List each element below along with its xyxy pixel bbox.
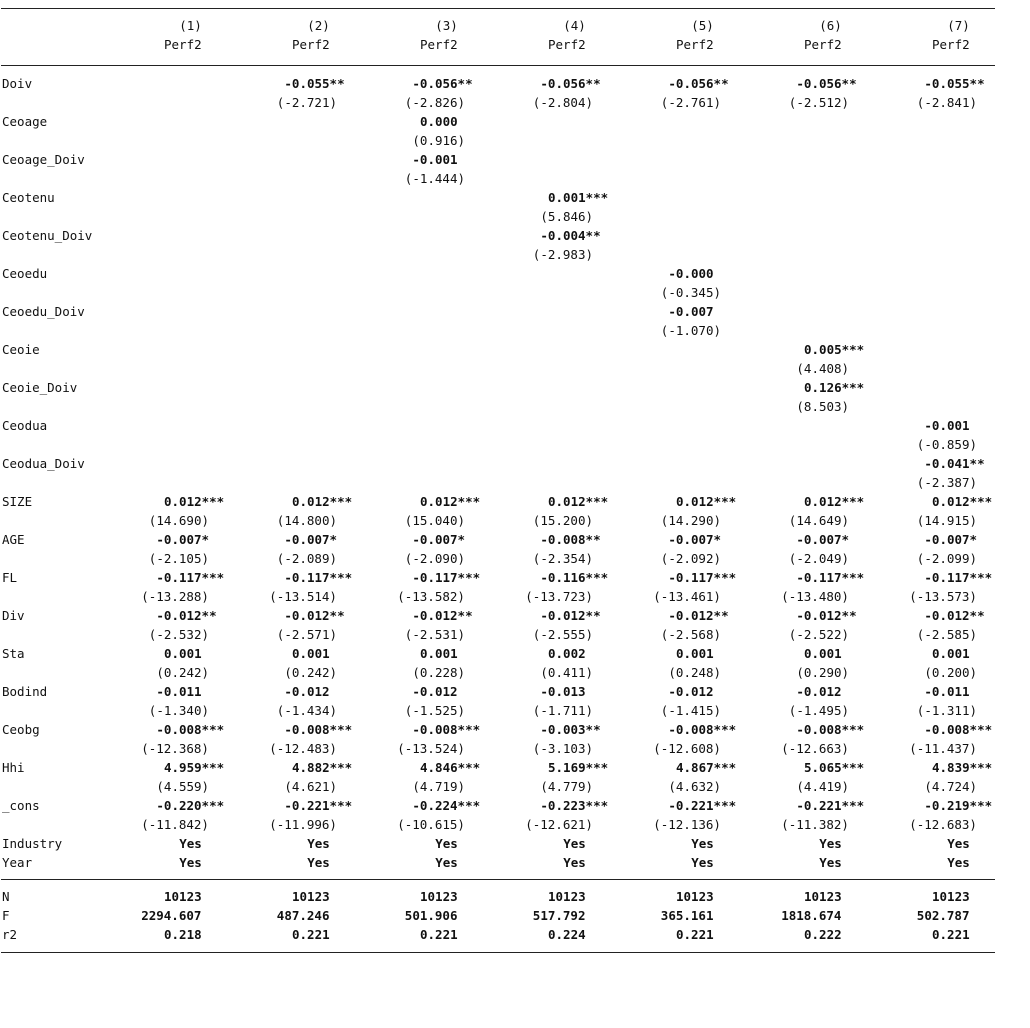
- coefficient: -0.000: [668, 266, 714, 281]
- coefficient: -0.007*: [284, 532, 338, 547]
- stat-value: 0.221: [932, 927, 970, 942]
- coefficient: -0.041**: [924, 456, 985, 471]
- stat-value: 10123: [420, 889, 458, 904]
- coefficient: -0.011: [924, 684, 970, 699]
- stat-value: 2294.607: [141, 908, 202, 923]
- t-statistic: (-2.983): [532, 247, 594, 262]
- t-statistic: (14.290): [660, 513, 722, 528]
- stat-value: 0.221: [420, 927, 458, 942]
- bottom-rule: [1, 952, 995, 953]
- t-statistic: (-11.996): [269, 817, 337, 832]
- stat-value: 10123: [804, 889, 842, 904]
- t-statistic: (-13.723): [525, 589, 593, 604]
- coefficient: -0.012**: [412, 608, 473, 623]
- t-statistic: (-10.615): [397, 817, 465, 832]
- row-label: Ceoie: [2, 342, 40, 357]
- column-number: (2): [307, 18, 330, 33]
- coefficient: -0.013: [540, 684, 586, 699]
- t-statistic: (8.503): [796, 399, 850, 414]
- coefficient: -0.012**: [284, 608, 345, 623]
- t-statistic: (14.800): [276, 513, 338, 528]
- column-depvar: Perf2: [292, 37, 330, 52]
- coefficient: -0.008***: [668, 722, 737, 737]
- coefficient: 4.959***: [164, 760, 225, 775]
- coefficient: 0.001***: [548, 190, 609, 205]
- row-label: Ceoie_Doiv: [2, 380, 78, 395]
- t-statistic: (-1.444): [404, 171, 466, 186]
- stats-rule: [1, 879, 995, 880]
- row-label: Hhi: [2, 760, 25, 775]
- coefficient: 4.846***: [420, 760, 481, 775]
- row-label: Sta: [2, 646, 25, 661]
- t-statistic: (-2.512): [788, 95, 850, 110]
- row-label: Bodind: [2, 684, 48, 699]
- stat-value: 0.221: [676, 927, 714, 942]
- coefficient: -0.008***: [156, 722, 225, 737]
- t-statistic: (-13.480): [781, 589, 849, 604]
- t-statistic: (-2.522): [788, 627, 850, 642]
- t-statistic: (-2.354): [532, 551, 594, 566]
- t-statistic: (-12.683): [909, 817, 977, 832]
- stat-value: 365.161: [660, 908, 714, 923]
- t-statistic: (-2.531): [404, 627, 466, 642]
- t-statistic: (4.779): [540, 779, 594, 794]
- t-statistic: (-13.582): [397, 589, 465, 604]
- coefficient: -0.117***: [284, 570, 353, 585]
- coefficient: -0.011: [156, 684, 202, 699]
- t-statistic: (4.559): [156, 779, 210, 794]
- t-statistic: (-2.585): [916, 627, 978, 642]
- coefficient: -0.012: [796, 684, 842, 699]
- stat-value: 10123: [548, 889, 586, 904]
- coefficient: 0.012***: [932, 494, 993, 509]
- column-number: (1): [179, 18, 202, 33]
- t-statistic: (-1.525): [404, 703, 466, 718]
- control-value: Yes: [307, 855, 330, 870]
- row-label: AGE: [2, 532, 25, 547]
- t-statistic: (-2.571): [276, 627, 338, 642]
- coefficient: 0.002: [548, 646, 586, 661]
- stat-label: F: [2, 908, 10, 923]
- control-value: Yes: [307, 836, 330, 851]
- coefficient: 0.001: [292, 646, 330, 661]
- stat-value: 1818.674: [781, 908, 842, 923]
- row-label: FL: [2, 570, 18, 585]
- column-depvar: Perf2: [548, 37, 586, 52]
- coefficient: -0.224***: [412, 798, 481, 813]
- control-value: Yes: [947, 855, 970, 870]
- t-statistic: (-1.434): [276, 703, 338, 718]
- t-statistic: (15.200): [532, 513, 594, 528]
- stat-value: 502.787: [916, 908, 970, 923]
- row-label: SIZE: [2, 494, 33, 509]
- stat-value: 10123: [676, 889, 714, 904]
- row-label: Ceodua_Doiv: [2, 456, 85, 471]
- column-depvar: Perf2: [676, 37, 714, 52]
- t-statistic: (-1.415): [660, 703, 722, 718]
- coefficient: -0.117***: [796, 570, 865, 585]
- t-statistic: (4.719): [412, 779, 466, 794]
- stat-value: 0.224: [548, 927, 586, 942]
- column-depvar: Perf2: [164, 37, 202, 52]
- coefficient: -0.223***: [540, 798, 609, 813]
- stat-value: 10123: [932, 889, 970, 904]
- coefficient: -0.012: [412, 684, 458, 699]
- control-value: Yes: [563, 855, 586, 870]
- t-statistic: (-1.711): [532, 703, 594, 718]
- coefficient: -0.117***: [924, 570, 993, 585]
- coefficient: 5.065***: [804, 760, 865, 775]
- control-label: Industry: [2, 836, 63, 851]
- coefficient: 0.126***: [804, 380, 865, 395]
- coefficient: -0.001: [924, 418, 970, 433]
- control-value: Yes: [435, 855, 458, 870]
- row-label: Ceodua: [2, 418, 48, 433]
- control-value: Yes: [179, 836, 202, 851]
- coefficient: -0.003**: [540, 722, 601, 737]
- coefficient: -0.219***: [924, 798, 993, 813]
- column-depvar: Perf2: [932, 37, 970, 52]
- column-depvar: Perf2: [804, 37, 842, 52]
- coefficient: -0.117***: [668, 570, 737, 585]
- stat-value: 10123: [164, 889, 202, 904]
- t-statistic: (-2.532): [148, 627, 210, 642]
- coefficient: 0.012***: [292, 494, 353, 509]
- coefficient: -0.008**: [540, 532, 601, 547]
- row-label: Div: [2, 608, 25, 623]
- coefficient: 0.005***: [804, 342, 865, 357]
- control-value: Yes: [563, 836, 586, 851]
- coefficient: 0.000: [420, 114, 458, 129]
- t-statistic: (14.915): [916, 513, 978, 528]
- t-statistic: (-2.826): [404, 95, 466, 110]
- t-statistic: (0.228): [412, 665, 466, 680]
- column-number: (3): [435, 18, 458, 33]
- t-statistic: (-12.483): [269, 741, 337, 756]
- stat-value: 517.792: [532, 908, 586, 923]
- coefficient: -0.008***: [796, 722, 865, 737]
- t-statistic: (-2.387): [916, 475, 978, 490]
- control-value: Yes: [819, 855, 842, 870]
- t-statistic: (-2.105): [148, 551, 210, 566]
- t-statistic: (-1.311): [916, 703, 978, 718]
- column-number: (6): [819, 18, 842, 33]
- t-statistic: (0.411): [540, 665, 594, 680]
- t-statistic: (-2.555): [532, 627, 594, 642]
- t-statistic: (-2.049): [788, 551, 850, 566]
- coefficient: -0.055**: [924, 76, 985, 91]
- t-statistic: (4.408): [796, 361, 850, 376]
- t-statistic: (-1.070): [660, 323, 722, 338]
- coefficient: 0.012***: [548, 494, 609, 509]
- t-statistic: (-2.090): [404, 551, 466, 566]
- coefficient: 0.001: [164, 646, 202, 661]
- t-statistic: (-13.461): [653, 589, 721, 604]
- column-number: (5): [691, 18, 714, 33]
- t-statistic: (4.621): [284, 779, 338, 794]
- coefficient: -0.012**: [668, 608, 729, 623]
- coefficient: 0.001: [420, 646, 458, 661]
- coefficient: -0.012: [668, 684, 714, 699]
- t-statistic: (-0.859): [916, 437, 978, 452]
- t-statistic: (-13.573): [909, 589, 977, 604]
- t-statistic: (0.248): [668, 665, 722, 680]
- row-label: Ceoedu_Doiv: [2, 304, 85, 319]
- t-statistic: (-2.568): [660, 627, 722, 642]
- control-label: Year: [2, 855, 33, 870]
- control-value: Yes: [691, 836, 714, 851]
- t-statistic: (5.846): [540, 209, 594, 224]
- coefficient: -0.056**: [796, 76, 857, 91]
- row-label: _cons: [2, 798, 40, 813]
- coefficient: 0.012***: [804, 494, 865, 509]
- control-value: Yes: [179, 855, 202, 870]
- coefficient: 0.001: [676, 646, 714, 661]
- row-label: Ceoage_Doiv: [2, 152, 85, 167]
- coefficient: -0.007*: [668, 532, 722, 547]
- control-value: Yes: [819, 836, 842, 851]
- coefficient: -0.004**: [540, 228, 601, 243]
- t-statistic: (14.649): [788, 513, 850, 528]
- t-statistic: (-11.437): [909, 741, 977, 756]
- coefficient: 0.001: [804, 646, 842, 661]
- t-statistic: (-12.663): [781, 741, 849, 756]
- row-label: Ceobg: [2, 722, 40, 737]
- coefficient: -0.007: [668, 304, 714, 319]
- t-statistic: (0.290): [796, 665, 850, 680]
- coefficient: -0.008***: [284, 722, 353, 737]
- t-statistic: (-13.514): [269, 589, 337, 604]
- coefficient: -0.056**: [540, 76, 601, 91]
- t-statistic: (-2.092): [660, 551, 722, 566]
- t-statistic: (-2.089): [276, 551, 338, 566]
- coefficient: -0.007*: [796, 532, 850, 547]
- coefficient: -0.056**: [412, 76, 473, 91]
- t-statistic: (0.200): [924, 665, 978, 680]
- t-statistic: (-13.288): [141, 589, 209, 604]
- column-number: (7): [947, 18, 970, 33]
- coefficient: -0.117***: [412, 570, 481, 585]
- t-statistic: (-2.761): [660, 95, 722, 110]
- coefficient: -0.220***: [156, 798, 225, 813]
- top-rule: [1, 8, 995, 9]
- coefficient: -0.221***: [284, 798, 353, 813]
- coefficient: -0.221***: [668, 798, 737, 813]
- t-statistic: (-0.345): [660, 285, 722, 300]
- row-label: Ceoedu: [2, 266, 48, 281]
- coefficient: -0.012**: [924, 608, 985, 623]
- coefficient: -0.008***: [412, 722, 481, 737]
- coefficient: 4.867***: [676, 760, 737, 775]
- stat-label: r2: [2, 927, 18, 942]
- coefficient: -0.056**: [668, 76, 729, 91]
- row-label: Ceoage: [2, 114, 48, 129]
- row-label: Ceotenu: [2, 190, 55, 205]
- stat-value: 501.906: [404, 908, 458, 923]
- t-statistic: (-11.382): [781, 817, 849, 832]
- coefficient: -0.116***: [540, 570, 609, 585]
- coefficient: -0.117***: [156, 570, 225, 585]
- stat-value: 0.222: [804, 927, 842, 942]
- stat-value: 0.218: [164, 927, 202, 942]
- coefficient: -0.007*: [924, 532, 978, 547]
- header-rule: [1, 65, 995, 66]
- t-statistic: (4.724): [924, 779, 978, 794]
- stat-value: 10123: [292, 889, 330, 904]
- column-number: (4): [563, 18, 586, 33]
- t-statistic: (-12.136): [653, 817, 721, 832]
- t-statistic: (-11.842): [141, 817, 209, 832]
- t-statistic: (-1.495): [788, 703, 850, 718]
- t-statistic: (15.040): [404, 513, 466, 528]
- t-statistic: (14.690): [148, 513, 210, 528]
- coefficient: -0.001: [412, 152, 458, 167]
- t-statistic: (0.242): [284, 665, 338, 680]
- t-statistic: (-1.340): [148, 703, 210, 718]
- control-value: Yes: [691, 855, 714, 870]
- row-label: Doiv: [2, 76, 33, 91]
- stat-label: N: [2, 889, 10, 904]
- t-statistic: (-12.368): [141, 741, 209, 756]
- column-depvar: Perf2: [420, 37, 458, 52]
- coefficient: -0.012**: [156, 608, 217, 623]
- t-statistic: (4.632): [668, 779, 722, 794]
- t-statistic: (0.242): [156, 665, 210, 680]
- coefficient: -0.007*: [156, 532, 210, 547]
- t-statistic: (-12.608): [653, 741, 721, 756]
- coefficient: 0.012***: [676, 494, 737, 509]
- t-statistic: (0.916): [412, 133, 466, 148]
- t-statistic: (-2.841): [916, 95, 978, 110]
- coefficient: 0.001: [932, 646, 970, 661]
- t-statistic: (-2.099): [916, 551, 978, 566]
- coefficient: -0.221***: [796, 798, 865, 813]
- row-label: Ceotenu_Doiv: [2, 228, 93, 243]
- coefficient: -0.012: [284, 684, 330, 699]
- t-statistic: (-2.804): [532, 95, 594, 110]
- stat-value: 0.221: [292, 927, 330, 942]
- control-value: Yes: [947, 836, 970, 851]
- coefficient: 0.012***: [420, 494, 481, 509]
- coefficient: -0.007*: [412, 532, 466, 547]
- coefficient: 5.169***: [548, 760, 609, 775]
- t-statistic: (-12.621): [525, 817, 593, 832]
- t-statistic: (-3.103): [532, 741, 594, 756]
- t-statistic: (-2.721): [276, 95, 338, 110]
- coefficient: -0.012**: [796, 608, 857, 623]
- coefficient: -0.008***: [924, 722, 993, 737]
- coefficient: 4.839***: [932, 760, 993, 775]
- control-value: Yes: [435, 836, 458, 851]
- coefficient: 4.882***: [292, 760, 353, 775]
- t-statistic: (-13.524): [397, 741, 465, 756]
- coefficient: -0.055**: [284, 76, 345, 91]
- coefficient: -0.012**: [540, 608, 601, 623]
- stat-value: 487.246: [276, 908, 330, 923]
- t-statistic: (4.419): [796, 779, 850, 794]
- coefficient: 0.012***: [164, 494, 225, 509]
